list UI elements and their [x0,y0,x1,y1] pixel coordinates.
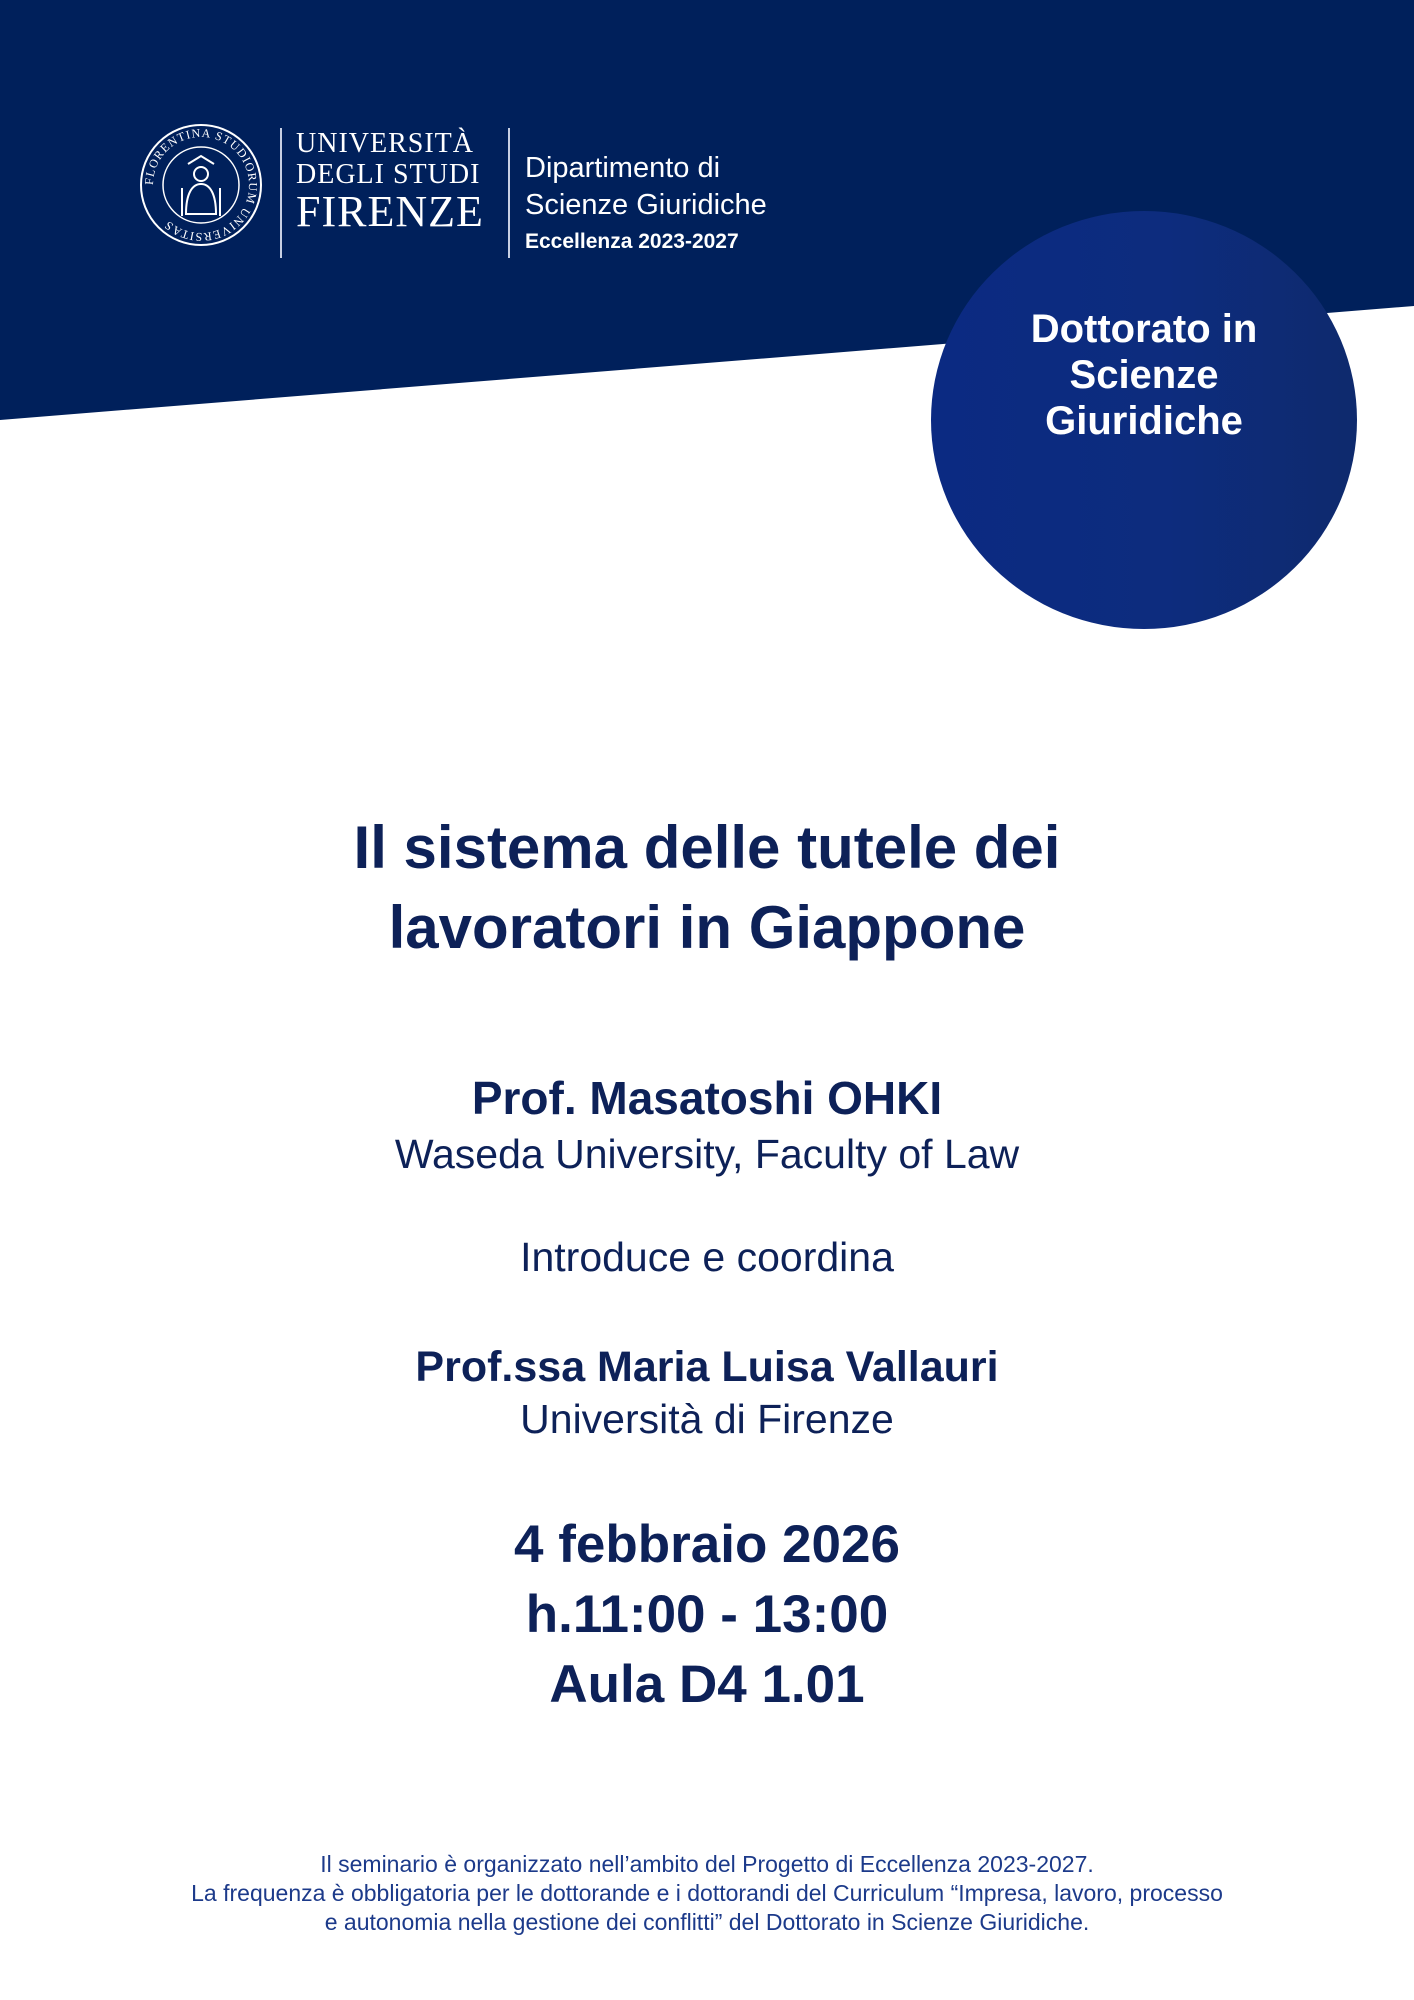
university-name [296,128,484,234]
intro-label: Introduce e coordina [520,1234,894,1280]
doctorate-badge-text: Dottorato in Scienze Giuridiche [1030,307,1258,443]
seminar-title [0,808,1414,968]
coordinator-name: Prof.ssa Maria Luisa Vallauri [415,1343,999,1391]
university-seal-icon [138,122,264,248]
seal-lettering: FLORENTINA STUDIORUM UNIVERSITAS [141,125,261,245]
university-logo [138,122,798,272]
event-room: Aula D4 1.01 [549,1655,865,1714]
department-name [525,150,767,254]
department-line-2: Scienze Giuridiche [525,189,767,221]
speaker-name: Prof. Masatoshi OHKI [471,1072,943,1124]
university-name-line-1: UNIVERSITÀ [296,128,474,159]
event-time: h.11:00 - 13:00 [525,1585,889,1644]
logo-divider-2 [508,128,510,258]
logo-divider-1 [280,128,282,258]
university-name-line-3: FIRENZE [296,187,484,236]
footer-line-1: Il seminario è organizzato nell’ambito del Progetto di Eccellenza 2023-2027. [320,1851,1094,1877]
excellence-label: Eccellenza 2023-2027 [525,230,739,253]
seminar-title-line-2: lavoratori in Giappone [388,894,1026,961]
footer-line-2: La frequenza è obbligatoria per le dottorande e i dottorandi del Curriculum “Impresa, lavoro, processo [191,1880,1223,1906]
seminar-title-line-1: Il sistema delle tutele dei [353,814,1061,881]
speaker-affiliation: Waseda University, Faculty of Law [394,1131,1020,1177]
event-date: 4 febbraio 2026 [514,1515,900,1574]
footer-line-3: e autonomia nella gestione dei conflitti” del Dottorato in Scienze Giuridiche. [324,1909,1090,1935]
event-details [0,1510,1414,1720]
doctorate-badge [931,211,1357,629]
department-line-1: Dipartimento di [525,152,721,184]
footer-note [0,1850,1414,1937]
coordinator-affiliation: Università di Firenze [520,1396,894,1442]
university-name-line-2: DEGLI STUDI [296,159,481,190]
